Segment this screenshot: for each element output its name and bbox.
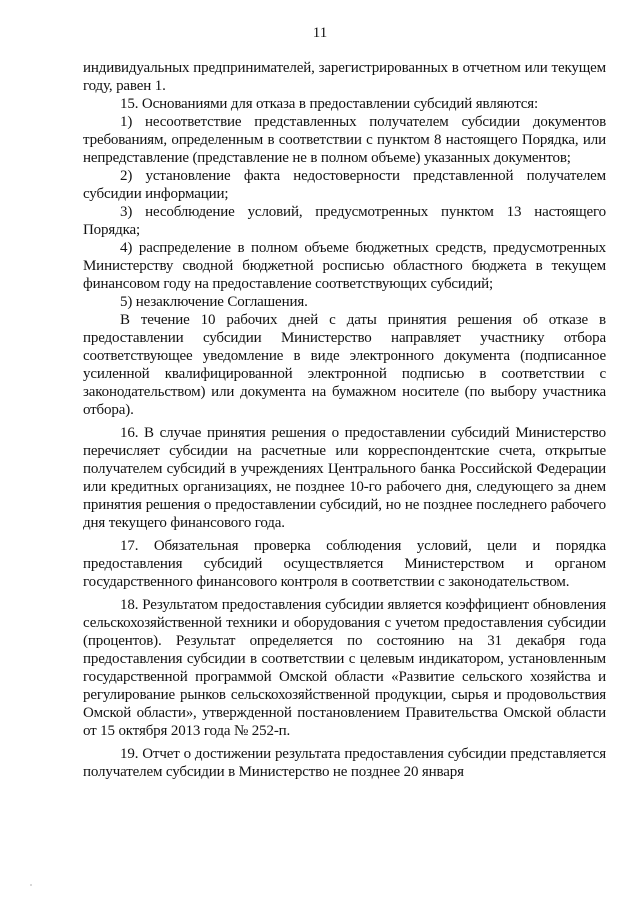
paragraph-15-item-4: 4) распределение в полном объеме бюджетных средств, предусмотренных Министерству сводной бюджетной росписью областного бюджета в текущем финансовом году на предоставление соответствующих субсидий; bbox=[83, 240, 606, 292]
paragraph-15-item-3: 3) несоблюдение условий, предусмотренных пунктом 13 настоящего Порядка; bbox=[83, 204, 606, 238]
paragraph-18: 18. Результатом предоставления субсидии является коэффициент обновления сельскохозяйственной техники и оборудования с учетом предоставления субсидии (процентов). Результат определяется по состоянию на 31 декабря года предоставления субсидии в соответствии с целевым индикатором, установленным государственной программой Омской области «Развитие сельского хозяйства и регулирование рынков сельскохозяйственной продукции, сырья и продовольствия Омской области», утвержденной постановлением Правительства Омской области от 15 октября 2013 года № 252-п. bbox=[83, 597, 606, 739]
paragraph-15-heading: 15. Основаниями для отказа в предоставлении субсидий являются: bbox=[120, 96, 539, 112]
paragraph-15-notice: В течение 10 рабочих дней с даты принятия решения об отказе в предоставлении субсидии Министерство направляет участнику отбора соответствующее уведомление в виде электронного документа (подписанное усиленной квалифицированной электронной подписью в соответствии с законодательством) или документа на бумажном носителе (по выбору участника отбора). bbox=[83, 312, 606, 418]
paragraph-19: 19. Отчет о достижении результата предоставления субсидии представляется получателем субсидии в Министерство не позднее 20 января bbox=[83, 746, 606, 780]
paragraph-16: 16. В случае принятия решения о предоставлении субсидий Министерство перечисляет субсидии на расчетные или корреспондентские счета, открытые получателем субсидий в учреждениях Центрального банка Российской Федерации или кредитных организациях, не позднее 10-го рабочего дня, следующего за днем принятия решения о предоставлении субсидий, но не позднее последнего рабочего дня текущего финансового года. bbox=[83, 425, 606, 531]
paragraph-15-item-2: 2) установление факта недостоверности представленной получателем субсидии информации; bbox=[83, 168, 606, 202]
paragraph-17: 17. Обязательная проверка соблюдения условий, цели и порядка предоставления субсидий осуществляется Министерством и органом государственного финансового контроля в соответствии с законодательством. bbox=[83, 538, 606, 590]
page-number: 11 bbox=[312, 25, 328, 41]
paragraph-15-item-5: 5) незаключение Соглашения. bbox=[120, 294, 308, 310]
document-body bbox=[83, 59, 606, 781]
paragraph-continuation: индивидуальных предпринимателей, зарегистрированных в отчетном или текущем году, равен 1. bbox=[83, 60, 606, 94]
scan-speck bbox=[30, 884, 32, 886]
paragraph-15-item-1: 1) несоответствие представленных получателем субсидии документов требованиям, определенным в соответствии с пунктом 8 настоящего Порядка, или непредставление (представление не в полном объеме) указанных документов; bbox=[83, 114, 606, 166]
